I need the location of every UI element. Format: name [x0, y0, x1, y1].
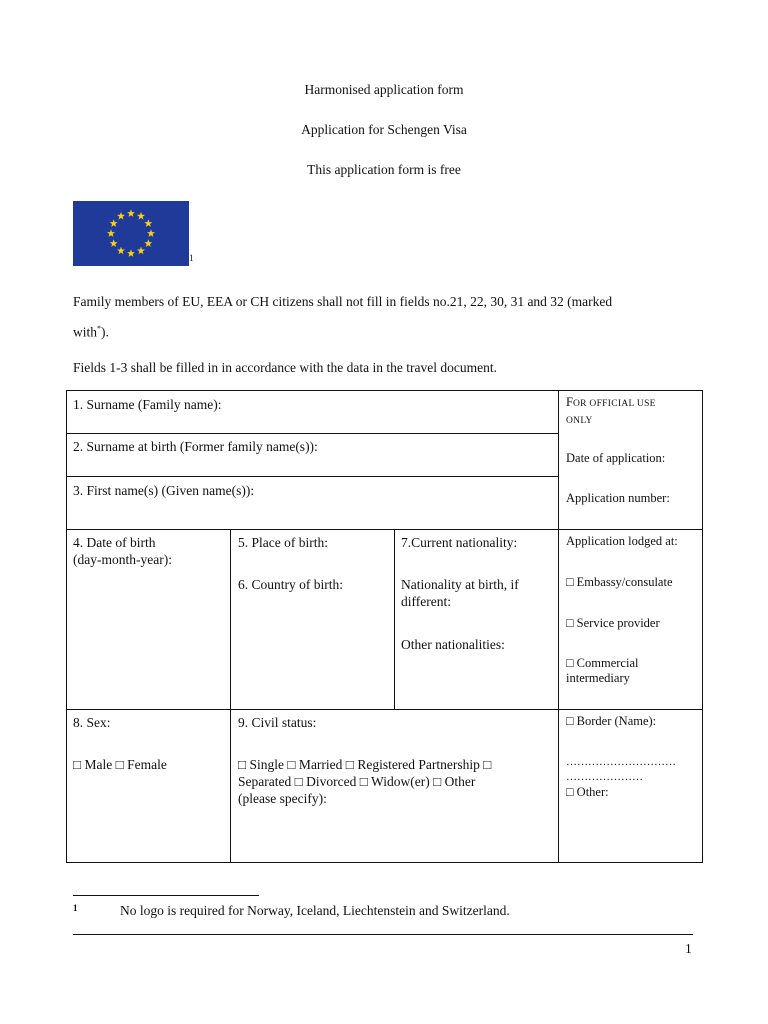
field-place-of-birth[interactable]: 5. Place of birth: — [238, 535, 328, 550]
field-date-of-birth[interactable]: 4. Date of birth (day-month-year): — [73, 535, 172, 567]
page-number: 1 — [685, 941, 692, 956]
form-subtitle: Application for Schengen Visa — [301, 122, 467, 137]
flag-star — [110, 219, 118, 227]
flag-star — [127, 249, 135, 257]
border-dots-1: ………………………… — [566, 756, 676, 768]
flag-star — [110, 239, 118, 247]
field-surname-at-birth[interactable]: 2. Surname at birth (Former family name(s)): — [73, 439, 318, 454]
flag-star — [107, 229, 115, 237]
border-checkbox[interactable]: □ Border (Name): — [566, 714, 657, 728]
field-civil-status: 9. Civil status: — [238, 715, 317, 730]
official-use-title: FOR OFFICIAL USE ONLY — [566, 395, 656, 426]
field-country-of-birth[interactable]: 6. Country of birth: — [238, 577, 343, 592]
asterisk-mark: * — [97, 324, 102, 333]
footnote-reference: 1 — [189, 253, 194, 263]
fields-instruction: Fields 1-3 shall be filled in in accordance with the data in the travel document. — [73, 360, 497, 375]
intro-text-b: with — [73, 324, 98, 340]
field-nationality-at-birth[interactable]: Nationality at birth, if different: — [401, 577, 519, 609]
field-sex: 8. Sex: — [73, 715, 111, 730]
footnote-text: No logo is required for Norway, Iceland, Liechtenstein and Switzerland. — [120, 903, 510, 918]
intro-text-a: Family members of EU, EEA or CH citizens shall not fill in fields no.21, 22, 30, 31 and 32 (marked — [73, 294, 613, 309]
date-of-application-label: Date of application: — [566, 451, 666, 465]
footnote-number: 1 — [73, 903, 78, 913]
free-notice: This application form is free — [307, 162, 461, 177]
lodged-at-label: Application lodged at: — [566, 534, 678, 548]
flag-star — [127, 209, 135, 217]
flag-star — [117, 247, 125, 255]
other-checkbox[interactable]: □ Other: — [566, 785, 609, 799]
flag-star — [117, 212, 125, 220]
eu-flag — [73, 201, 189, 266]
field-other-nationalities[interactable]: Other nationalities: — [401, 637, 505, 652]
flag-star — [147, 229, 155, 237]
civil-status-options[interactable]: □ Single □ Married □ Registered Partnership □ Separated □ Divorced □ Widow(er) □ Other (please specify): — [238, 757, 492, 806]
flag-star — [144, 239, 152, 247]
application-number-label: Application number: — [566, 491, 670, 505]
embassy-checkbox[interactable]: □ Embassy/consulate — [566, 575, 673, 589]
field-first-names[interactable]: 3. First name(s) (Given name(s)): — [73, 483, 255, 498]
flag-star — [137, 247, 145, 255]
flag-star — [144, 219, 152, 227]
field-surname[interactable]: 1. Surname (Family name): — [73, 397, 222, 412]
border-dots-2: ………………… — [566, 771, 643, 783]
sex-options[interactable]: □ Male □ Female — [73, 757, 167, 772]
page-rule — [73, 934, 693, 935]
eu-flag-stars — [73, 201, 189, 266]
footnote-rule — [73, 895, 259, 896]
flag-star — [137, 212, 145, 220]
service-provider-checkbox[interactable]: □ Service provider — [566, 616, 660, 630]
form-title: Harmonised application form — [304, 82, 464, 97]
intro-text-c: ). — [101, 324, 109, 340]
intro-paragraph — [73, 288, 713, 346]
commercial-intermediary-checkbox[interactable]: □ Commercial intermediary — [566, 656, 639, 685]
field-current-nationality[interactable]: 7.Current nationality: — [401, 535, 518, 550]
